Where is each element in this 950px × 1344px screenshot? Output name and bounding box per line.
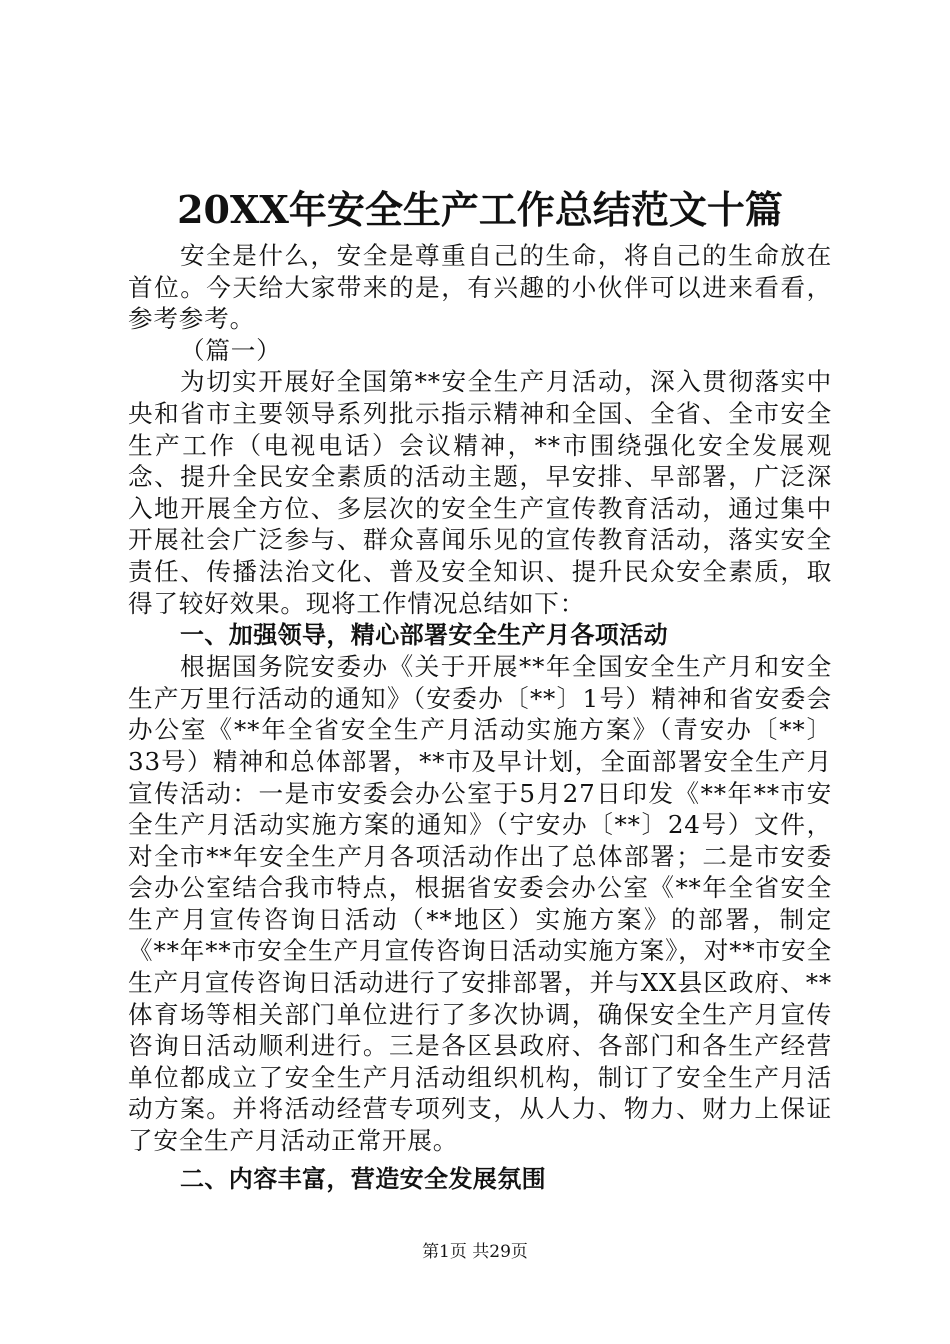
intro-paragraph: 安全是什么，安全是尊重自己的生命，将自己的生命放在首位。今天给大家带来的是，有兴趣的小伙伴可以进来看看，参考参考。 xyxy=(128,241,832,334)
section-heading-1: 一、加强领导，精心部署安全生产月各项活动 xyxy=(180,621,668,650)
part-label: （篇一） xyxy=(180,335,282,365)
document-title: 20XX年安全生产工作总结范文十篇 xyxy=(177,187,783,232)
paragraph-2: 根据国务院安委办《关于开展**年全国安全生产月和安全生产万里行活动的通知》（安委办〔**〕1号）精神和省安委会办公室《**年全省安全生产月活动实施方案》（青安办〔**〕33号）精神和总体部署，**市及早计划，全面部署安全生产月宣传活动：一是市安委会办公室于5月27日印发《**年**市安全生产月活动实施方案的通知》（宁安办〔**〕24号）文件，对全市**年安全生产月各项活动作出了总体部署；二是市安委会办公室结合我市特点，根据省安委会办公室《**年全省安全生产月宣传咨询日活动（**地区）实施方案》的部署，制定《**年**市安全生产月宣传咨询日活动实施方案》，对**市安全生产月宣传咨询日活动进行了安排部署，并与XX县区政府、**体育场等相关部门单位进行了多次协调，确保安全生产月宣传咨询日活动顺利进行。三是各区县政府、各部门和各生产经营单位都成立了安全生产月活动组织机构，制订了安全生产月活动方案。并将活动经营专项列支，从人力、物力、财力上保证了安全生产月活动正常开展。 xyxy=(128,652,832,1156)
page-footer: 第1页 共29页 xyxy=(422,1242,528,1262)
document-body xyxy=(128,180,832,1197)
section-heading-2: 二、内容丰富，营造安全发展氛围 xyxy=(180,1164,546,1193)
paragraph-1: 为切实开展好全国第**安全生产月活动，深入贯彻落实中央和省市主要领导系列批示指示精神和全国、全省、全市安全生产工作（电视电话）会议精神，**市围绕强化安全发展观念、提升全民安全素质的活动主题，早安排、早部署，广泛深入地开展全方位、多层次的安全生产宣传教育活动，通过集中开展社会广泛参与、群众喜闻乐见的宣传教育活动，落实安全责任、传播法治文化、普及安全知识、提升民众安全素质，取得了较好效果。现将工作情况总结如下： xyxy=(128,367,832,618)
